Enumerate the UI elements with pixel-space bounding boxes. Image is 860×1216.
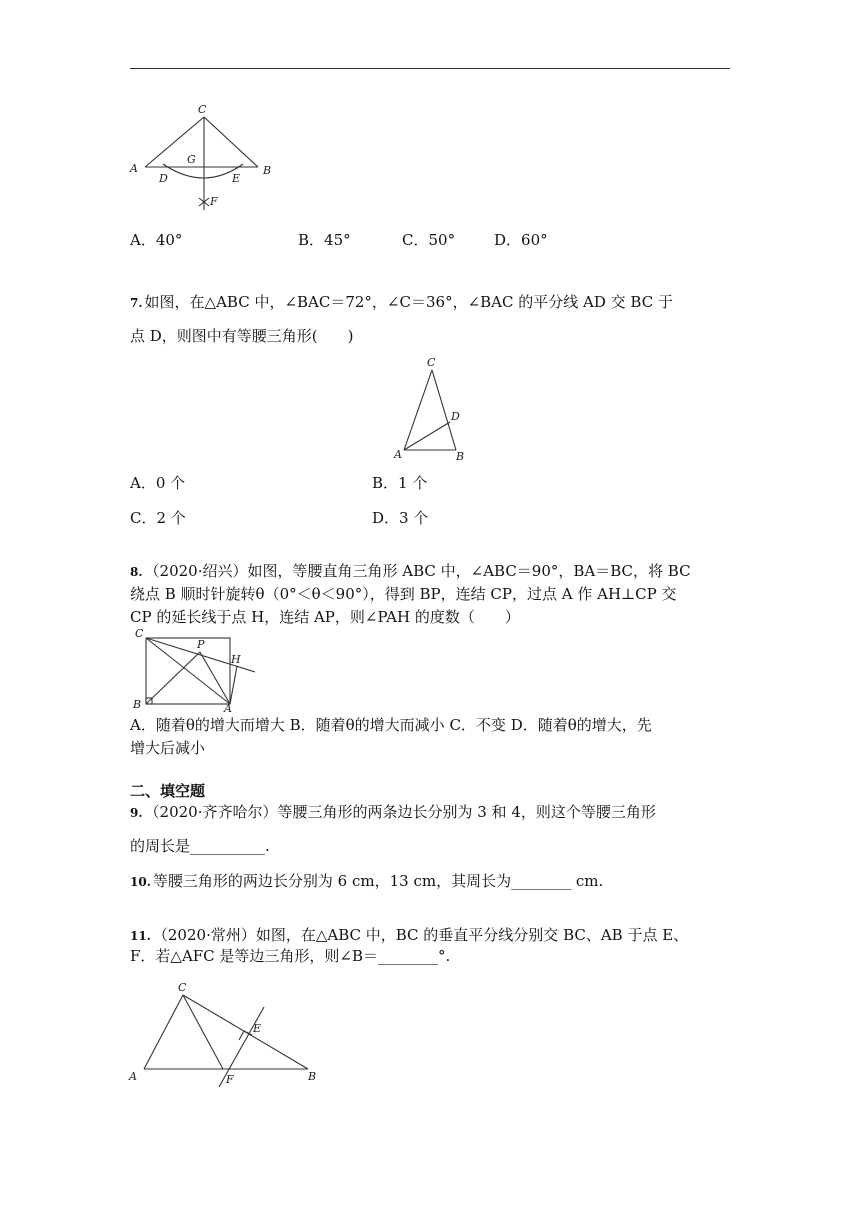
q7-text-line1: 7. 如图，在△ABC 中，∠BAC＝72°，∠C＝36°，∠BAC 的平分线 AD 交 BC 于 <box>130 293 673 311</box>
q8-number: 8. <box>130 565 143 579</box>
q6-label-b: B <box>263 164 272 177</box>
q11-label-e: E <box>253 1022 262 1035</box>
q7-option-d: D．3 个 <box>372 509 429 527</box>
q8-label-h: H <box>231 653 241 666</box>
q9-text-line1: 9. （2020·齐齐哈尔）等腰三角形的两条边长分别为 3 和 4，则这个等腰三角形 <box>130 803 656 821</box>
q6-option-d: D．60° <box>494 231 548 249</box>
q8-label-a: A <box>224 702 232 715</box>
q11-figure <box>126 982 326 1092</box>
q11-text-line2: F．若△AFC 是等边三角形，则∠B＝________°. <box>130 947 451 965</box>
q6-option-b: B．45° <box>298 231 351 249</box>
q11-label-f: F <box>226 1073 234 1086</box>
q11-label-b: B <box>308 1070 317 1083</box>
header-rule <box>130 68 730 69</box>
q6-label-f: F <box>210 195 218 208</box>
q10-number: 10. <box>130 875 151 889</box>
q8-text-line1: 8. （2020·绍兴）如图，等腰直角三角形 ABC 中，∠ABC＝90°，BA＝BC，将 BC <box>130 562 691 580</box>
q7-option-c: C．2 个 <box>130 509 186 527</box>
q6-figure <box>128 102 278 212</box>
q8-options-line2: 增大后减小 <box>130 739 206 757</box>
q9-text-line2: 的周长是__________. <box>130 837 270 855</box>
q6-label-a: A <box>130 162 138 175</box>
q6-option-a: A．40° <box>130 231 183 249</box>
q7-figure <box>390 354 480 464</box>
q7-option-b: B．1 个 <box>372 474 428 492</box>
q8-text-line3: CP 的延长线于点 H，连结 AP，则∠PAH 的度数（ ） <box>130 608 520 626</box>
q7-number: 7. <box>130 296 143 310</box>
section-title-fill-blank: 二、填空题 <box>130 782 206 800</box>
q6-label-d: D <box>159 172 168 185</box>
q8-text-line2: 绕点 B 顺时针旋转θ（0°＜θ＜90°），得到 BP，连结 CP，过点 A 作 AH⊥CP 交 <box>130 585 677 603</box>
q11-label-a: A <box>129 1070 137 1083</box>
q11-number: 11. <box>130 929 151 943</box>
q7-label-c: C <box>427 356 436 369</box>
q10-text-line1: 10. 等腰三角形的两边长分别为 6 cm，13 cm，其周长为________ cm. <box>130 872 604 890</box>
q7-label-a: A <box>394 448 402 461</box>
q6-label-g: G <box>187 153 196 166</box>
q6-label-c: C <box>198 103 207 116</box>
q8-label-c: C <box>135 627 144 640</box>
q8-label-b: B <box>133 698 142 711</box>
q11-label-c: C <box>178 981 187 994</box>
q7-label-b: B <box>456 450 465 463</box>
q6-label-e: E <box>232 172 241 185</box>
q7-text-line2: 点 D，则图中有等腰三角形( ) <box>130 327 354 345</box>
q7-option-a: A．0 个 <box>130 474 186 492</box>
q8-label-p: P <box>197 638 205 651</box>
q7-label-d: D <box>451 410 460 423</box>
q11-text-line1: 11. （2020·常州）如图，在△ABC 中，BC 的垂直平分线分别交 BC、AB 于点 E、 <box>130 926 689 944</box>
q9-number: 9. <box>130 806 143 820</box>
q6-option-c: C．50° <box>402 231 456 249</box>
q8-figure <box>130 628 270 713</box>
q8-options-line1: A．随着θ的增大而增大 B．随着θ的增大而减小 C．不变 D．随着θ的增大，先 <box>130 716 652 734</box>
